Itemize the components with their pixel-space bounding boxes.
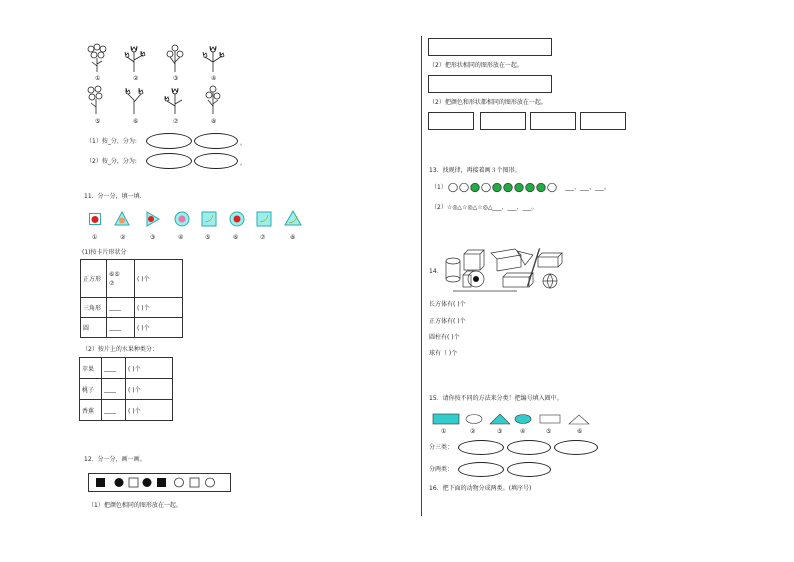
q14-line: 正方体有( )个: [429, 318, 466, 325]
q15-label: ③: [497, 428, 503, 435]
q15-title: 15．请你按不同的方法来分类！把编号填入圈中。: [429, 395, 563, 402]
shape-sequence-box: [88, 473, 231, 492]
shape-table: [80, 259, 183, 338]
q12-title: 12．分一分，画一画。: [84, 456, 146, 463]
triangle-card-banana: [284, 210, 302, 226]
q14-line: 长方体有( )个: [429, 301, 466, 308]
flower-label: ③: [173, 75, 179, 82]
flower-icon: [162, 42, 188, 74]
q15-label: ①: [441, 428, 447, 435]
fruit-label: ③: [150, 234, 156, 241]
table-cell[interactable]: ____: [107, 298, 135, 318]
table-cell[interactable]: ( )个: [126, 358, 173, 379]
q12-sub-1: （1）把颜色相同的图形放在一起。: [88, 502, 182, 509]
q15-line-b: 分两类：: [429, 466, 454, 473]
square-card-banana: [256, 211, 272, 227]
table-cell[interactable]: ____: [107, 318, 135, 338]
fruit-label: ⑦: [260, 234, 266, 241]
solid-shapes-picture: [443, 247, 563, 295]
flower-label: ②: [133, 75, 139, 82]
triangle-card-apple: [146, 211, 160, 227]
q13-line-2: （2）☆◎△☆◎△☆◎△___、___、___。: [431, 204, 538, 211]
q10-line-1: （1）按_分，分为:: [86, 138, 137, 145]
square-card-apple: [89, 213, 101, 225]
q10-dot: 。: [240, 140, 247, 147]
q15-label: ②: [470, 428, 476, 435]
flower-label: ⑥: [133, 118, 139, 125]
q10-dot: 。: [240, 160, 247, 167]
fruit-label: ⑤: [205, 234, 211, 241]
table-cell[interactable]: ⑥⑤ ⑦: [107, 260, 135, 298]
q15-label: ⑤: [546, 428, 552, 435]
flower-label: ⑧: [211, 118, 217, 125]
flower-icon: [84, 84, 110, 116]
answer-oval[interactable]: [458, 440, 504, 455]
answer-box[interactable]: [530, 112, 576, 130]
q14-line: 球有（ )个: [429, 350, 458, 357]
apple-icon: [90, 214, 100, 224]
square-card-banana: [201, 211, 217, 227]
flower-label: ⑦: [173, 118, 179, 125]
fruit-table: [79, 357, 173, 421]
table-cell[interactable]: ____: [102, 358, 126, 379]
answer-oval[interactable]: [194, 133, 238, 149]
q14-line: 圆柱有( )个: [429, 334, 460, 341]
q11-title: 11．分一分，填一填.: [84, 193, 142, 200]
answer-box[interactable]: [428, 112, 474, 130]
q16-title: 16．把下面的动物分成两类。(填序号): [429, 485, 532, 492]
q11-sub-2: （2）按片上的水果种类分：: [82, 346, 158, 353]
answer-box[interactable]: [480, 112, 526, 130]
table-cell: 香蕉: [80, 400, 102, 421]
column-divider: [421, 36, 422, 516]
fruit-label: ②: [120, 234, 126, 241]
table-cell[interactable]: ( )个: [135, 260, 183, 298]
q13-line-1-label: （1）: [431, 184, 447, 191]
circle-card-apple: [229, 211, 245, 227]
q15-label: ⑥: [577, 428, 583, 435]
answer-oval[interactable]: [554, 440, 598, 455]
table-cell[interactable]: ( )个: [135, 318, 183, 338]
q12-sub-2: （2）把形状相同的图形放在一起。: [429, 62, 523, 69]
answer-oval[interactable]: [458, 462, 504, 477]
flower-icon: [200, 84, 226, 116]
tulip-icon: [200, 42, 226, 74]
tulip-icon: [122, 42, 148, 74]
answer-oval[interactable]: [194, 153, 238, 169]
table-cell[interactable]: ( )个: [126, 379, 173, 400]
fruit-label: ①: [92, 234, 98, 241]
q15-label: ④: [520, 428, 526, 435]
q15-line-a: 分三类：: [429, 444, 454, 451]
answer-box[interactable]: [428, 38, 552, 56]
table-cell[interactable]: ( )个: [126, 400, 173, 421]
q14-title: 14．: [429, 268, 443, 275]
answer-oval[interactable]: [507, 462, 551, 477]
table-cell[interactable]: ____: [102, 379, 126, 400]
flower-icon: [84, 42, 110, 74]
tulip-icon: [122, 84, 148, 116]
q15-shapes: [432, 413, 602, 425]
table-cell: 桃子: [80, 379, 102, 400]
flower-label: ④: [211, 75, 217, 82]
answer-oval[interactable]: [146, 133, 192, 149]
q13-title: 13．找规律，再接着画３个图形。: [429, 167, 521, 174]
answer-oval[interactable]: [507, 440, 551, 455]
circle-pattern: [447, 182, 565, 193]
fruit-label: ⑧: [290, 234, 296, 241]
q12-sub-3: （2）把颜色和形状都相同的图形放在一起。: [429, 99, 547, 106]
answer-box[interactable]: [580, 112, 626, 130]
circle-card-peach: [174, 211, 190, 227]
table-cell: 圆: [81, 318, 107, 338]
triangle-card-peach: [114, 211, 130, 226]
answer-oval[interactable]: [146, 153, 192, 169]
table-cell: 苹果: [80, 358, 102, 379]
table-cell: 正方形: [81, 260, 107, 298]
q13-line-1-tail: ___、___、___。: [565, 184, 611, 191]
tulip-icon: [162, 84, 188, 116]
table-cell[interactable]: ____: [102, 400, 126, 421]
q11-sub-1: (1)按卡片形状分: [82, 249, 127, 256]
table-cell: 三角形: [81, 298, 107, 318]
fruit-label: ⑥: [233, 234, 239, 241]
table-cell[interactable]: ( )个: [135, 298, 183, 318]
flower-label: ⑤: [95, 118, 101, 125]
flower-label: ①: [95, 75, 101, 82]
fruit-label: ④: [178, 234, 184, 241]
answer-box[interactable]: [428, 75, 552, 93]
shape-sequence: [89, 474, 230, 491]
q10-line-2: （2）按_分，分为:: [86, 158, 137, 165]
